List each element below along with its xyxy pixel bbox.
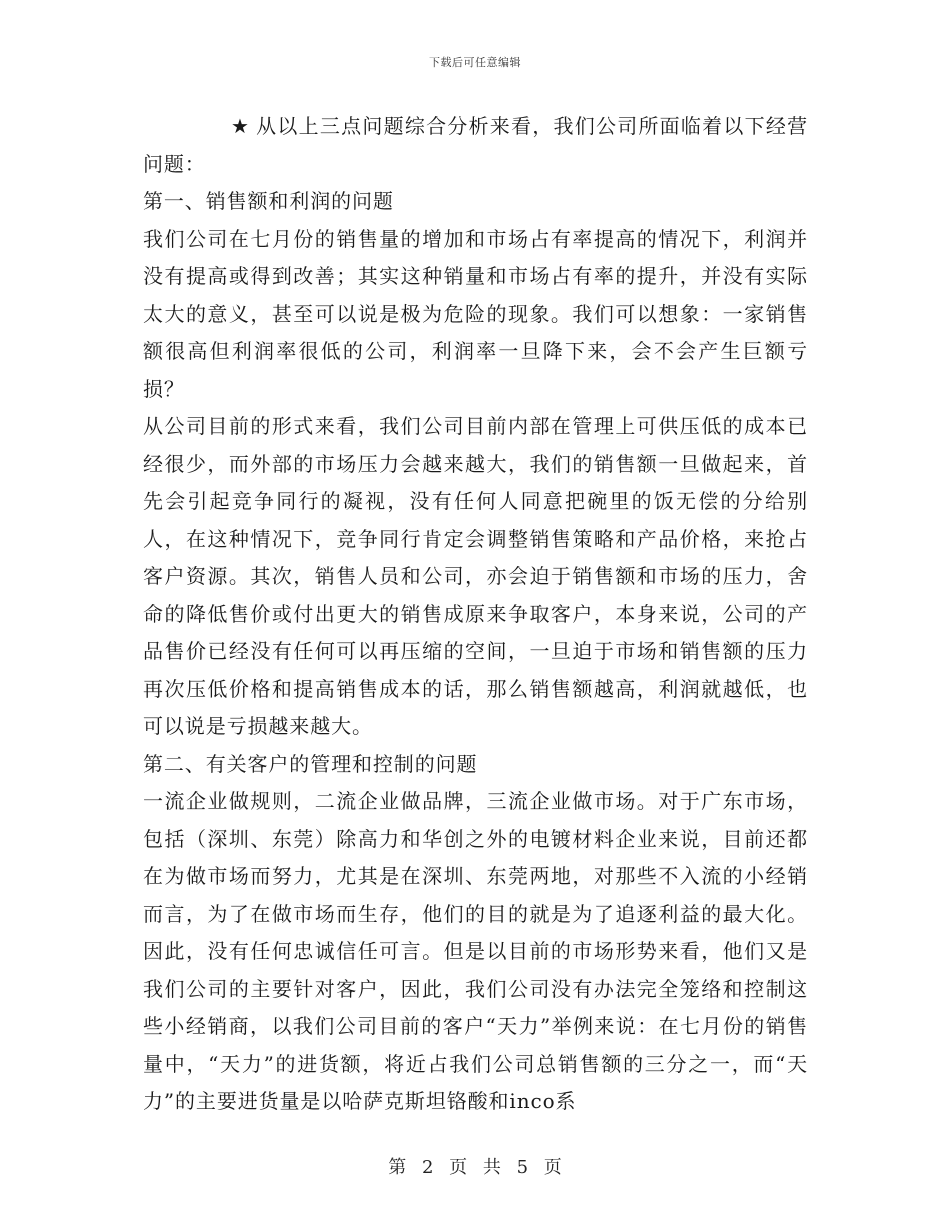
section-1-title: 第一、销售额和利润的问题	[143, 189, 394, 213]
document-body	[143, 108, 808, 1121]
current-page-number: 2	[421, 1157, 434, 1178]
footer-page-word: 页	[449, 1157, 468, 1178]
footer-prefix: 第	[388, 1157, 407, 1178]
section-1-paragraph-2: 从公司目前的形式来看，我们公司目前内部在管理上可供压低的成本已经很少，而外部的市场压力会越来越大，我们的销售额一旦做起来，首先会引起竞争同行的凝视，没有任何人同意把碗里的饭无偿的分给别人，在这种情况下，竞争同行肯定会调整销售策略和产品价格，来抢占客户资源。其次，销售人员和公司，亦会迫于销售额和市场的压力，舍命的降低售价或付出更大的销售成原来争取客户，本身来说，公司的产品售价已经没有任何可以再压缩的空间，一旦迫于市场和销售额的压力再次压低价格和提高销售成本的话，那么销售额越高，利润就越低，也可以说是亏损越来越大。	[143, 414, 808, 738]
star-icon: ★	[231, 114, 250, 138]
footer-of-word: 共	[482, 1157, 501, 1178]
intro-text: 从以上三点问题综合分析来看，我们公司所面临着以下经营问题：	[143, 114, 808, 176]
section-1-paragraph-1: 我们公司在七月份的销售量的增加和市场占有率提高的情况下，利润并没有提高或得到改善；其实这种销量和市场占有率的提升，并没有实际太大的意义，甚至可以说是极为危险的现象。我们可以想象：一家销售额很高但利润率很低的公司，利润率一旦降下来，会不会产生巨额亏损？	[143, 226, 808, 401]
page-footer	[0, 1153, 950, 1179]
footer-suffix: 页	[543, 1157, 562, 1178]
section-2-title: 第二、有关客户的管理和控制的问题	[143, 751, 478, 776]
total-pages-number: 5	[516, 1157, 529, 1178]
intro-paragraph	[143, 108, 808, 183]
page-header: 下载后可任意编辑	[429, 56, 521, 69]
section-2-paragraph-1: 一流企业做规则，二流企业做品牌，三流企业做市场。对于广东市场，包括（深圳、东莞）除高力和华创之外的电镀材料企业来说，目前还都在为做市场而努力，尤其是在深圳、东莞两地，对那些不入流的小经销而言，为了在做市场而生存，他们的目的就是为了追逐利益的最大化。因此，没有任何忠诚信任可言。但是以目前的市场形势来看，他们又是我们公司的主要针对客户，因此，我们公司没有办法完全笼络和控制这些小经销商，以我们公司目前的客户“天力”举例来说：在七月份的销售量中，“天力”的进货额，将近占我们公司总销售额的三分之一，而“天力”的主要进货量是以哈萨克斯坦铬酸和inco系	[143, 789, 808, 1113]
